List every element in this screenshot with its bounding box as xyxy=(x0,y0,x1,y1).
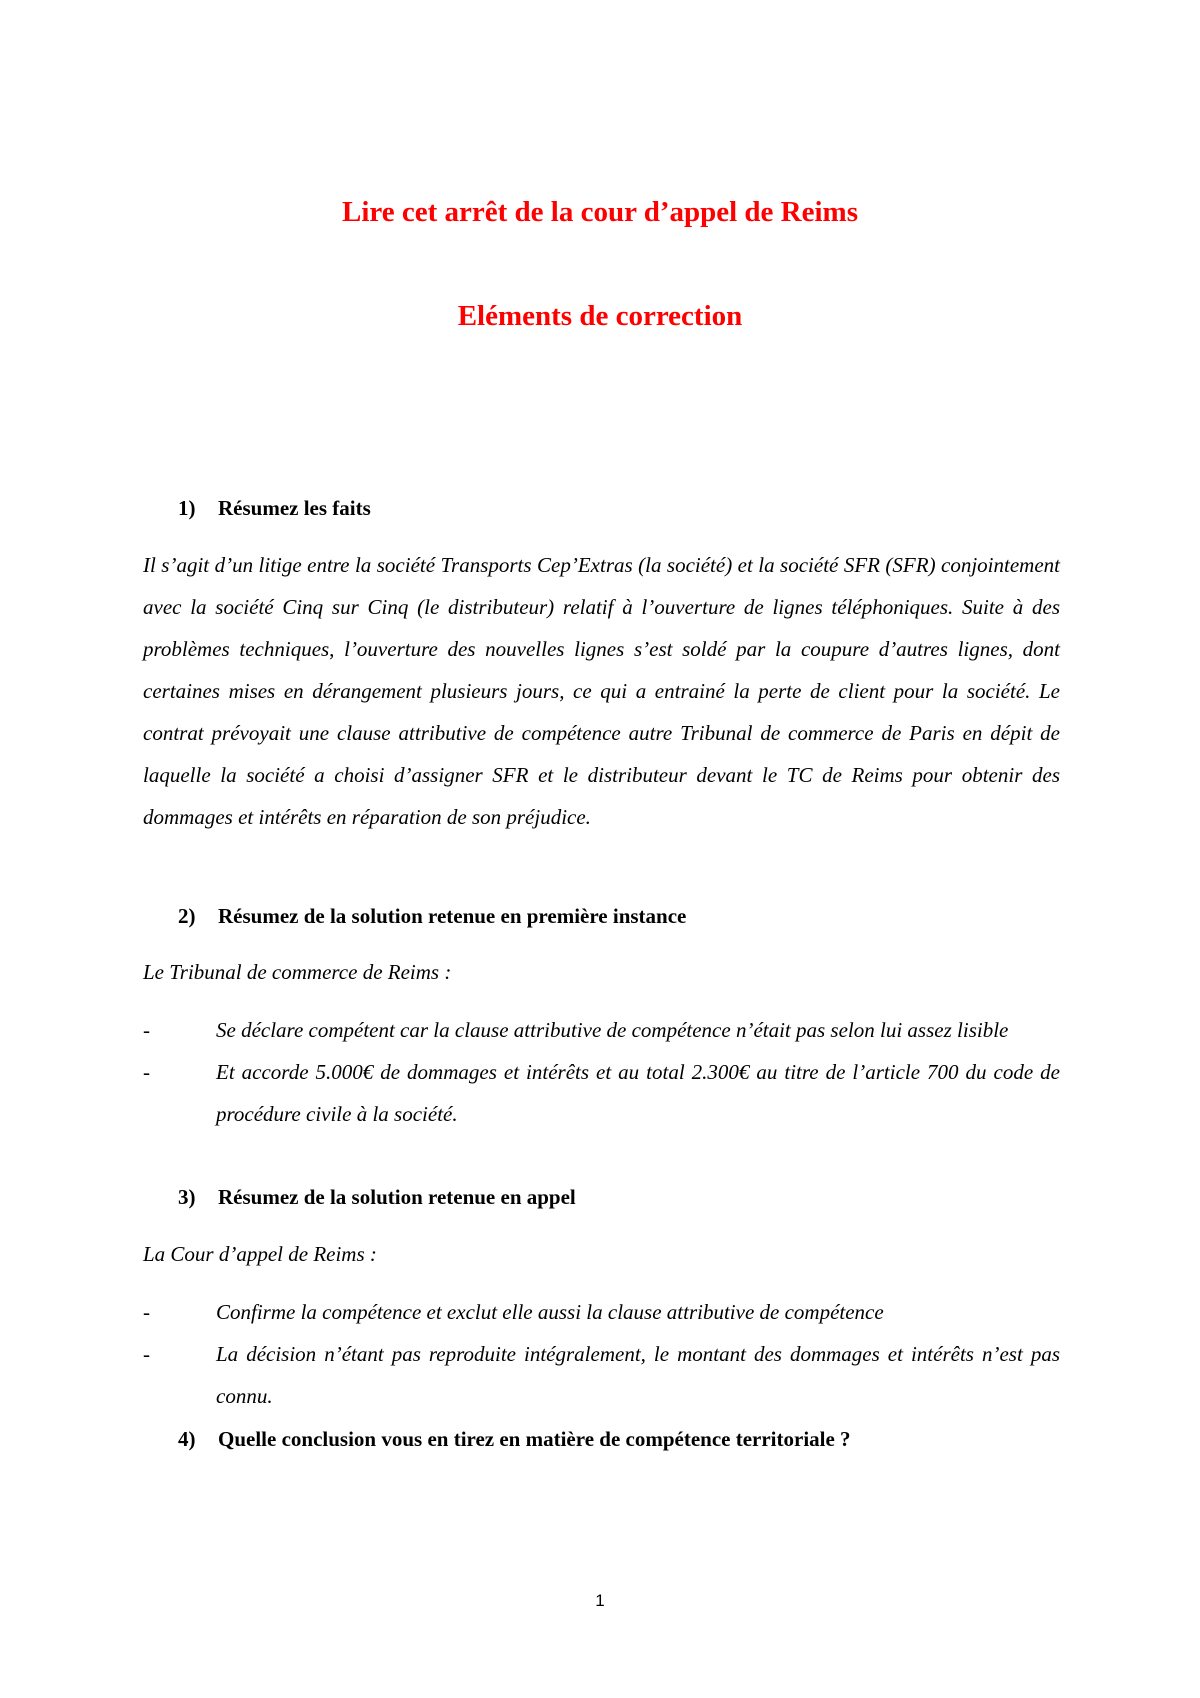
section-heading-text: Résumez les faits xyxy=(218,496,371,520)
list-item xyxy=(143,1291,1060,1333)
bullet-dash: - xyxy=(143,1060,150,1084)
section-number: 2) xyxy=(178,904,196,928)
section-number: 4) xyxy=(178,1427,196,1451)
section-number: 3) xyxy=(178,1185,196,1209)
section-heading-text: Résumez de la solution retenue en appel xyxy=(218,1185,576,1209)
section-2-bullet-list xyxy=(143,1009,1060,1135)
section-1-paragraph: Il s’agit d’un litige entre la société Transports Cep’Extras (la société) et la société SFR (SFR) conjointement avec la société Cinq sur Cinq (le distributeur) relatif à l’ouverture de lignes téléphoniques. Suite à des problèmes techniques, l’ouverture des nouvelles lignes s’est soldé par la coupure d’autres lignes, dont certaines mises en dérangement plusieurs jours, ce qui a entrainé la perte de client pour la société. Le contrat prévoyait une clause attributive de compétence autre Tribunal de commerce de Paris en dépit de laquelle la société a choisi d’assigner SFR et le distributeur devant le TC de Reims pour obtenir des dommages et intérêts en réparation de son préjudice. xyxy=(143,553,1060,829)
document-title: Lire cet arrêt de la cour d’appel de Reims xyxy=(342,196,858,228)
section-number: 1) xyxy=(178,496,196,520)
list-item xyxy=(143,1051,1060,1135)
list-item-text: La décision n’étant pas reproduite intégralement, le montant des dommages et intérêts n’est pas connu. xyxy=(216,1342,1060,1408)
list-item xyxy=(143,1009,1060,1051)
section-2-heading xyxy=(178,902,686,930)
page-number: 1 xyxy=(595,1591,605,1610)
section-heading-text: Résumez de la solution retenue en première instance xyxy=(218,904,687,928)
document-subtitle: Eléments de correction xyxy=(457,300,743,332)
list-item xyxy=(143,1333,1060,1417)
list-item-text: Se déclare compétent car la clause attributive de compétence n’était pas selon lui assez lisible xyxy=(216,1018,1009,1042)
section-heading-text: Quelle conclusion vous en tirez en matière de compétence territoriale ? xyxy=(218,1427,851,1451)
section-1-heading xyxy=(178,494,371,522)
section-3-intro: La Cour d’appel de Reims : xyxy=(143,1242,377,1266)
section-2-intro: Le Tribunal de commerce de Reims : xyxy=(143,960,452,984)
section-3-heading xyxy=(178,1183,576,1211)
bullet-dash: - xyxy=(143,1018,150,1042)
section-4-heading xyxy=(178,1425,851,1453)
section-3-bullet-list xyxy=(143,1291,1060,1417)
list-item-text: Et accorde 5.000€ de dommages et intérêts et au total 2.300€ au titre de l’article 700 du code de procédure civile à la société. xyxy=(216,1060,1060,1126)
bullet-dash: - xyxy=(143,1342,150,1366)
bullet-dash: - xyxy=(143,1300,150,1324)
list-item-text: Confirme la compétence et exclut elle aussi la clause attributive de compétence xyxy=(216,1300,884,1324)
